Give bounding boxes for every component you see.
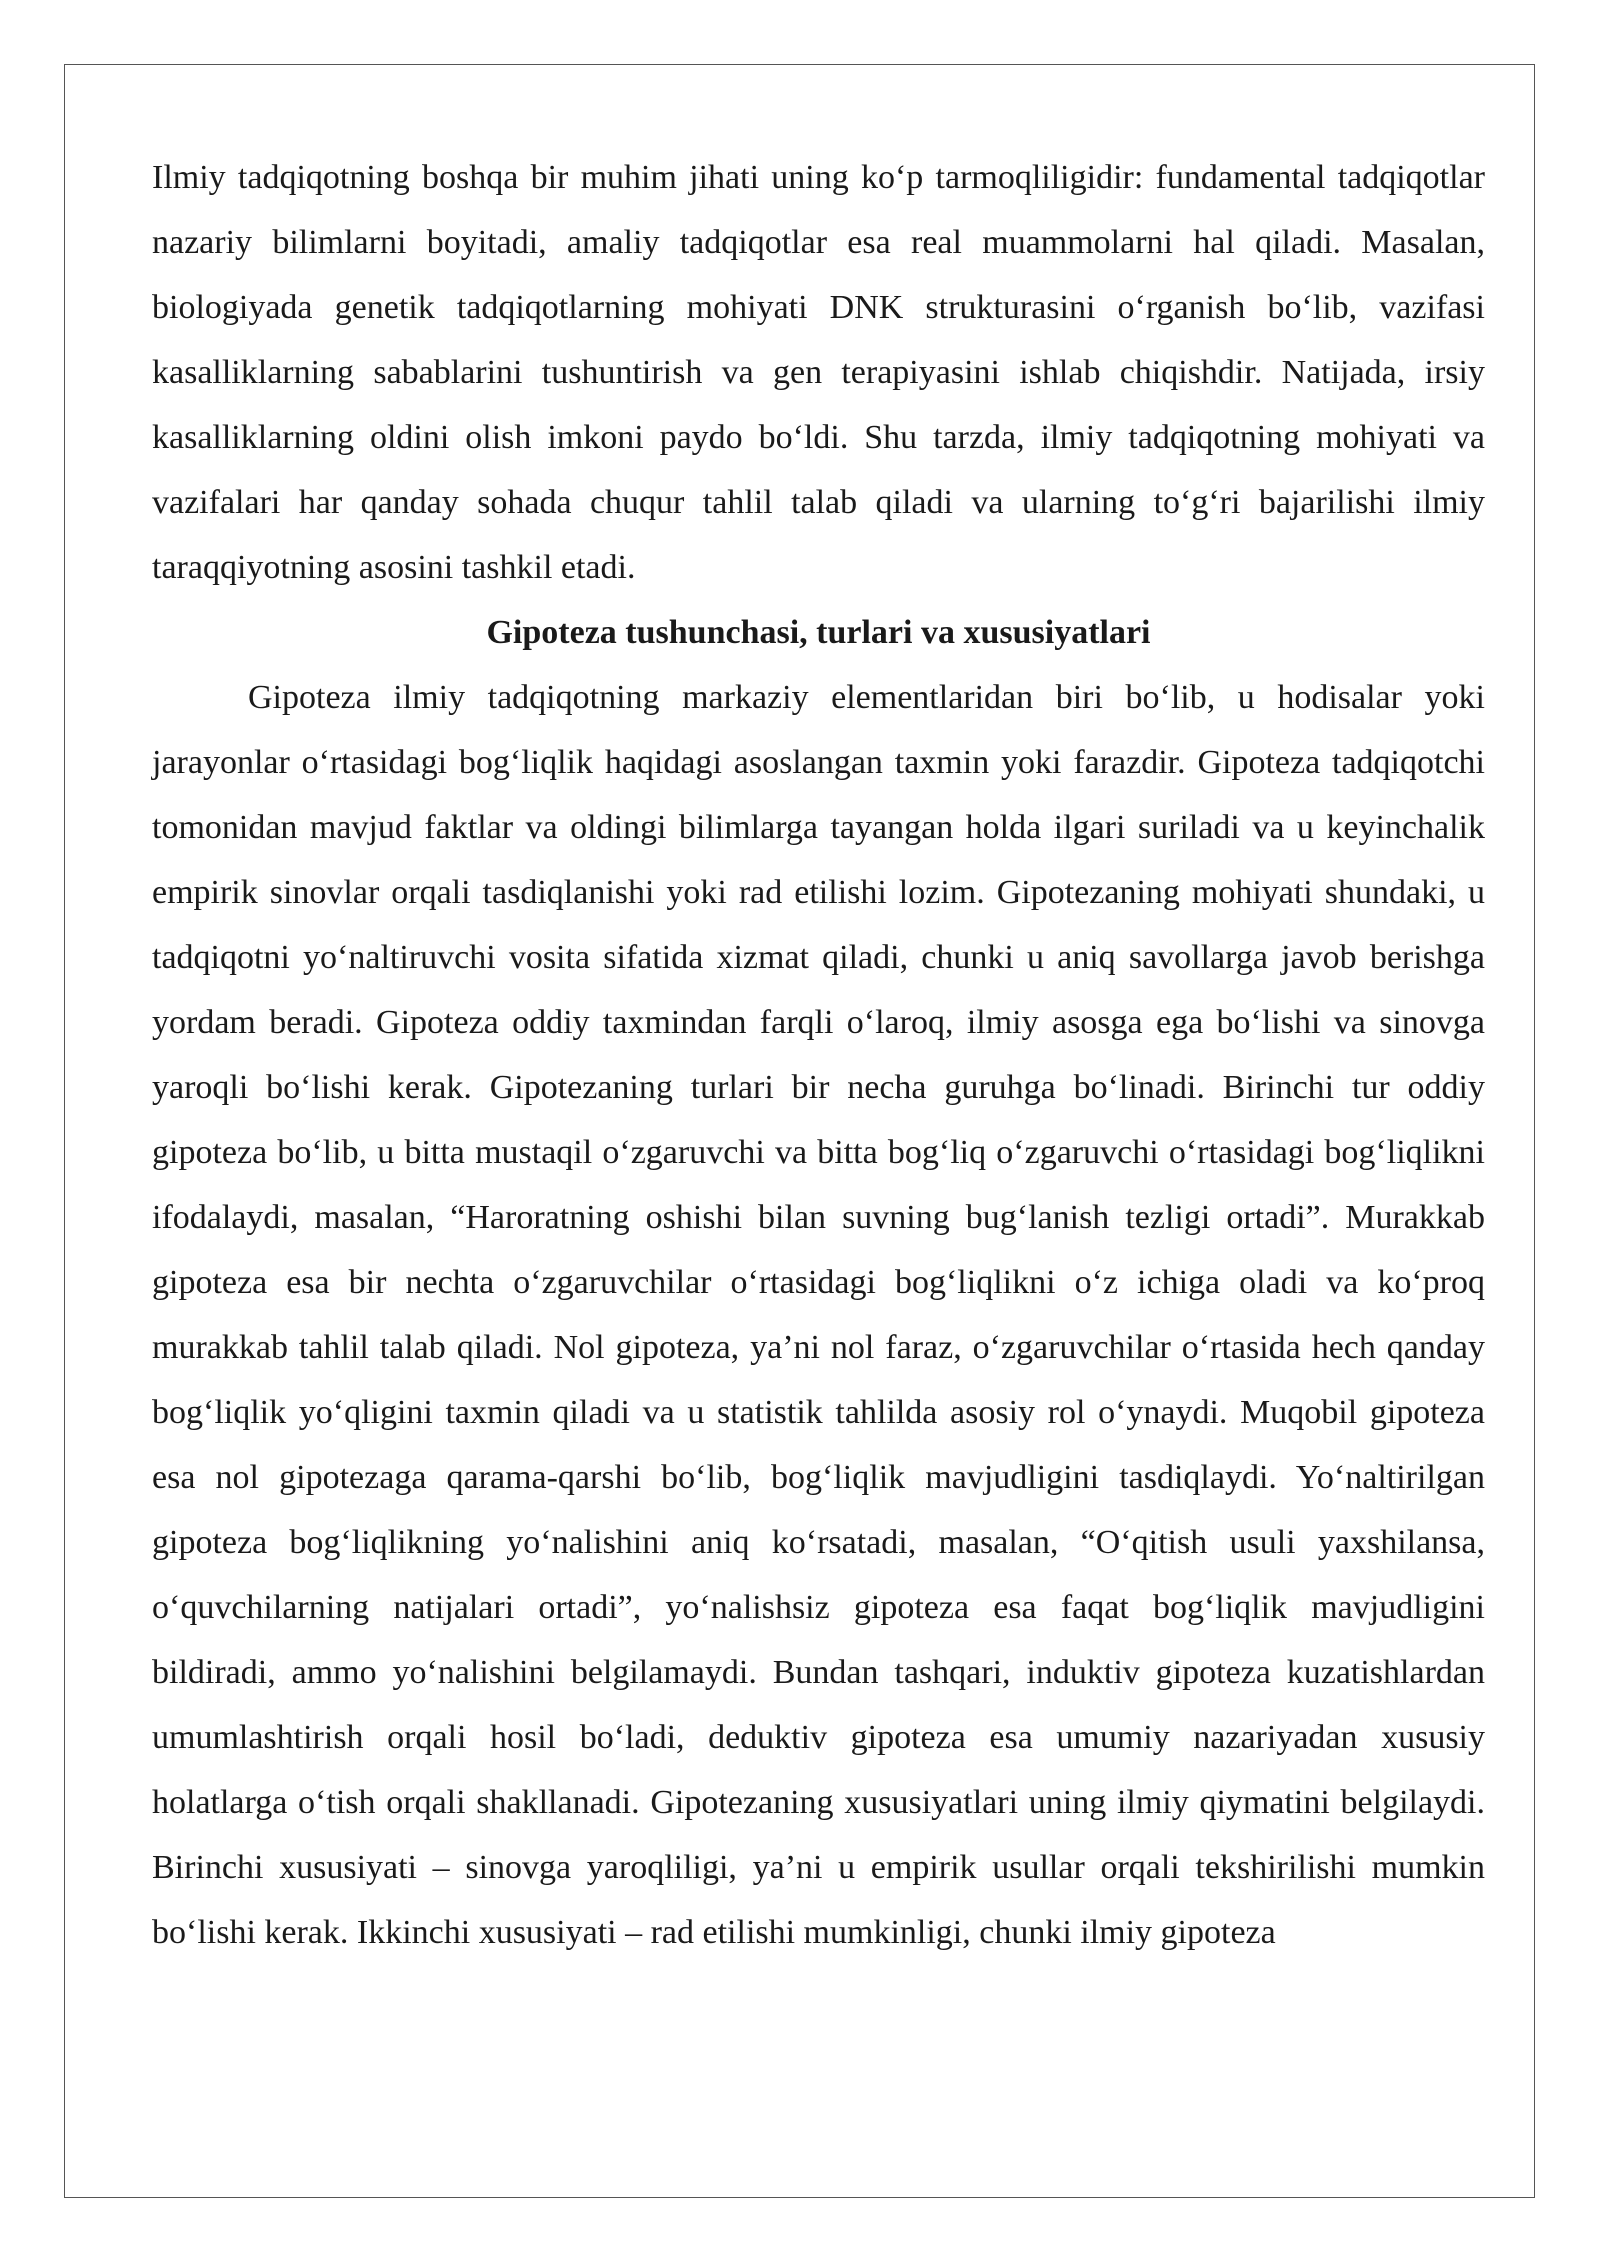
document-body <box>152 145 1485 1965</box>
paragraph-hypothesis: Gipoteza ilmiy tadqiqotning markaziy elementlaridan biri bo‘lib, u hodisalar yoki jarayonlar o‘rtasidagi bog‘liqlik haqidagi asoslangan taxmin yoki farazdir. Gipoteza tadqiqotchi tomonidan mavjud faktlar va oldingi bilimlarga tayangan holda ilgari suriladi va u keyinchalik empirik sinovlar orqali tasdiqlanishi yoki rad etilishi lozim. Gipotezaning mohiyati shundaki, u tadqiqotni yo‘naltiruvchi vosita sifatida xizmat qiladi, chunki u aniq savollarga javob berishga yordam beradi. Gipoteza oddiy taxmindan farqli o‘laroq, ilmiy asosga ega bo‘lishi va sinovga yaroqli bo‘lishi kerak. Gipotezaning turlari bir necha guruhga bo‘linadi. Birinchi tur oddiy gipoteza bo‘lib, u bitta mustaqil o‘zgaruvchi va bitta bog‘liq o‘zgaruvchi o‘rtasidagi bog‘liqlikni ifodalaydi, masalan, “Haroratning oshishi bilan suvning bug‘lanish tezligi ortadi”. Murakkab gipoteza esa bir nechta o‘zgaruvchilar o‘rtasidagi bog‘liqlikni o‘z ichiga oladi va ko‘proq murakkab tahlil talab qiladi. Nol gipoteza, ya’ni nol faraz, o‘zgaruvchilar o‘rtasida hech qanday bog‘liqlik yo‘qligini taxmin qiladi va u statistik tahlilda asosiy rol o‘ynaydi. Muqobil gipoteza esa nol gipotezaga qarama-qarshi bo‘lib, bog‘liqlik mavjudligini tasdiqlaydi. Yo‘naltirilgan gipoteza bog‘liqlikning yo‘nalishini aniq ko‘rsatadi, masalan, “O‘qitish usuli yaxshilansa, o‘quvchilarning natijalari ortadi”, yo‘nalishsiz gipoteza esa faqat bog‘liqlik mavjudligini bildiradi, ammo yo‘nalishini belgilamaydi. Bundan tashqari, induktiv gipoteza kuzatishlardan umumlashtirish orqali hosil bo‘ladi, deduktiv gipoteza esa umumiy nazariyadan xususiy holatlarga o‘tish orqali shakllanadi. Gipotezaning xususiyatlari uning ilmiy qiymatini belgilaydi. Birinchi xususiyati – sinovga yaroqliligi, ya’ni u empirik usullar orqali tekshirilishi mumkin bo‘lishi kerak. Ikkinchi xususiyati – rad etilishi mumkinligi, chunki ilmiy gipoteza <box>152 679 1485 1951</box>
paragraph-research-branches: Ilmiy tadqiqotning boshqa bir muhim jihati uning ko‘p tarmoqliligidir: fundamental tadqiqotlar nazariy bilimlarni boyitadi, amaliy tadqiqotlar esa real muammolarni hal qiladi. Masalan, biologiyada genetik tadqiqotlarning mohiyati DNK strukturasini o‘rganish bo‘lib, vazifasi kasalliklarning sabablarini tushuntirish va gen terapiyasini ishlab chiqishdir. Natijada, irsiy kasalliklarning oldini olish imkoni paydo bo‘ldi. Shu tarzda, ilmiy tadqiqotning mohiyati va vazifalari har qanday sohada chuqur tahlil talab qiladi va ularning to‘g‘ri bajarilishi ilmiy taraqqiyotning asosini tashkil etadi. <box>152 159 1485 586</box>
section-heading: Gipoteza tushunchasi, turlari va xususiyatlari <box>486 614 1151 651</box>
